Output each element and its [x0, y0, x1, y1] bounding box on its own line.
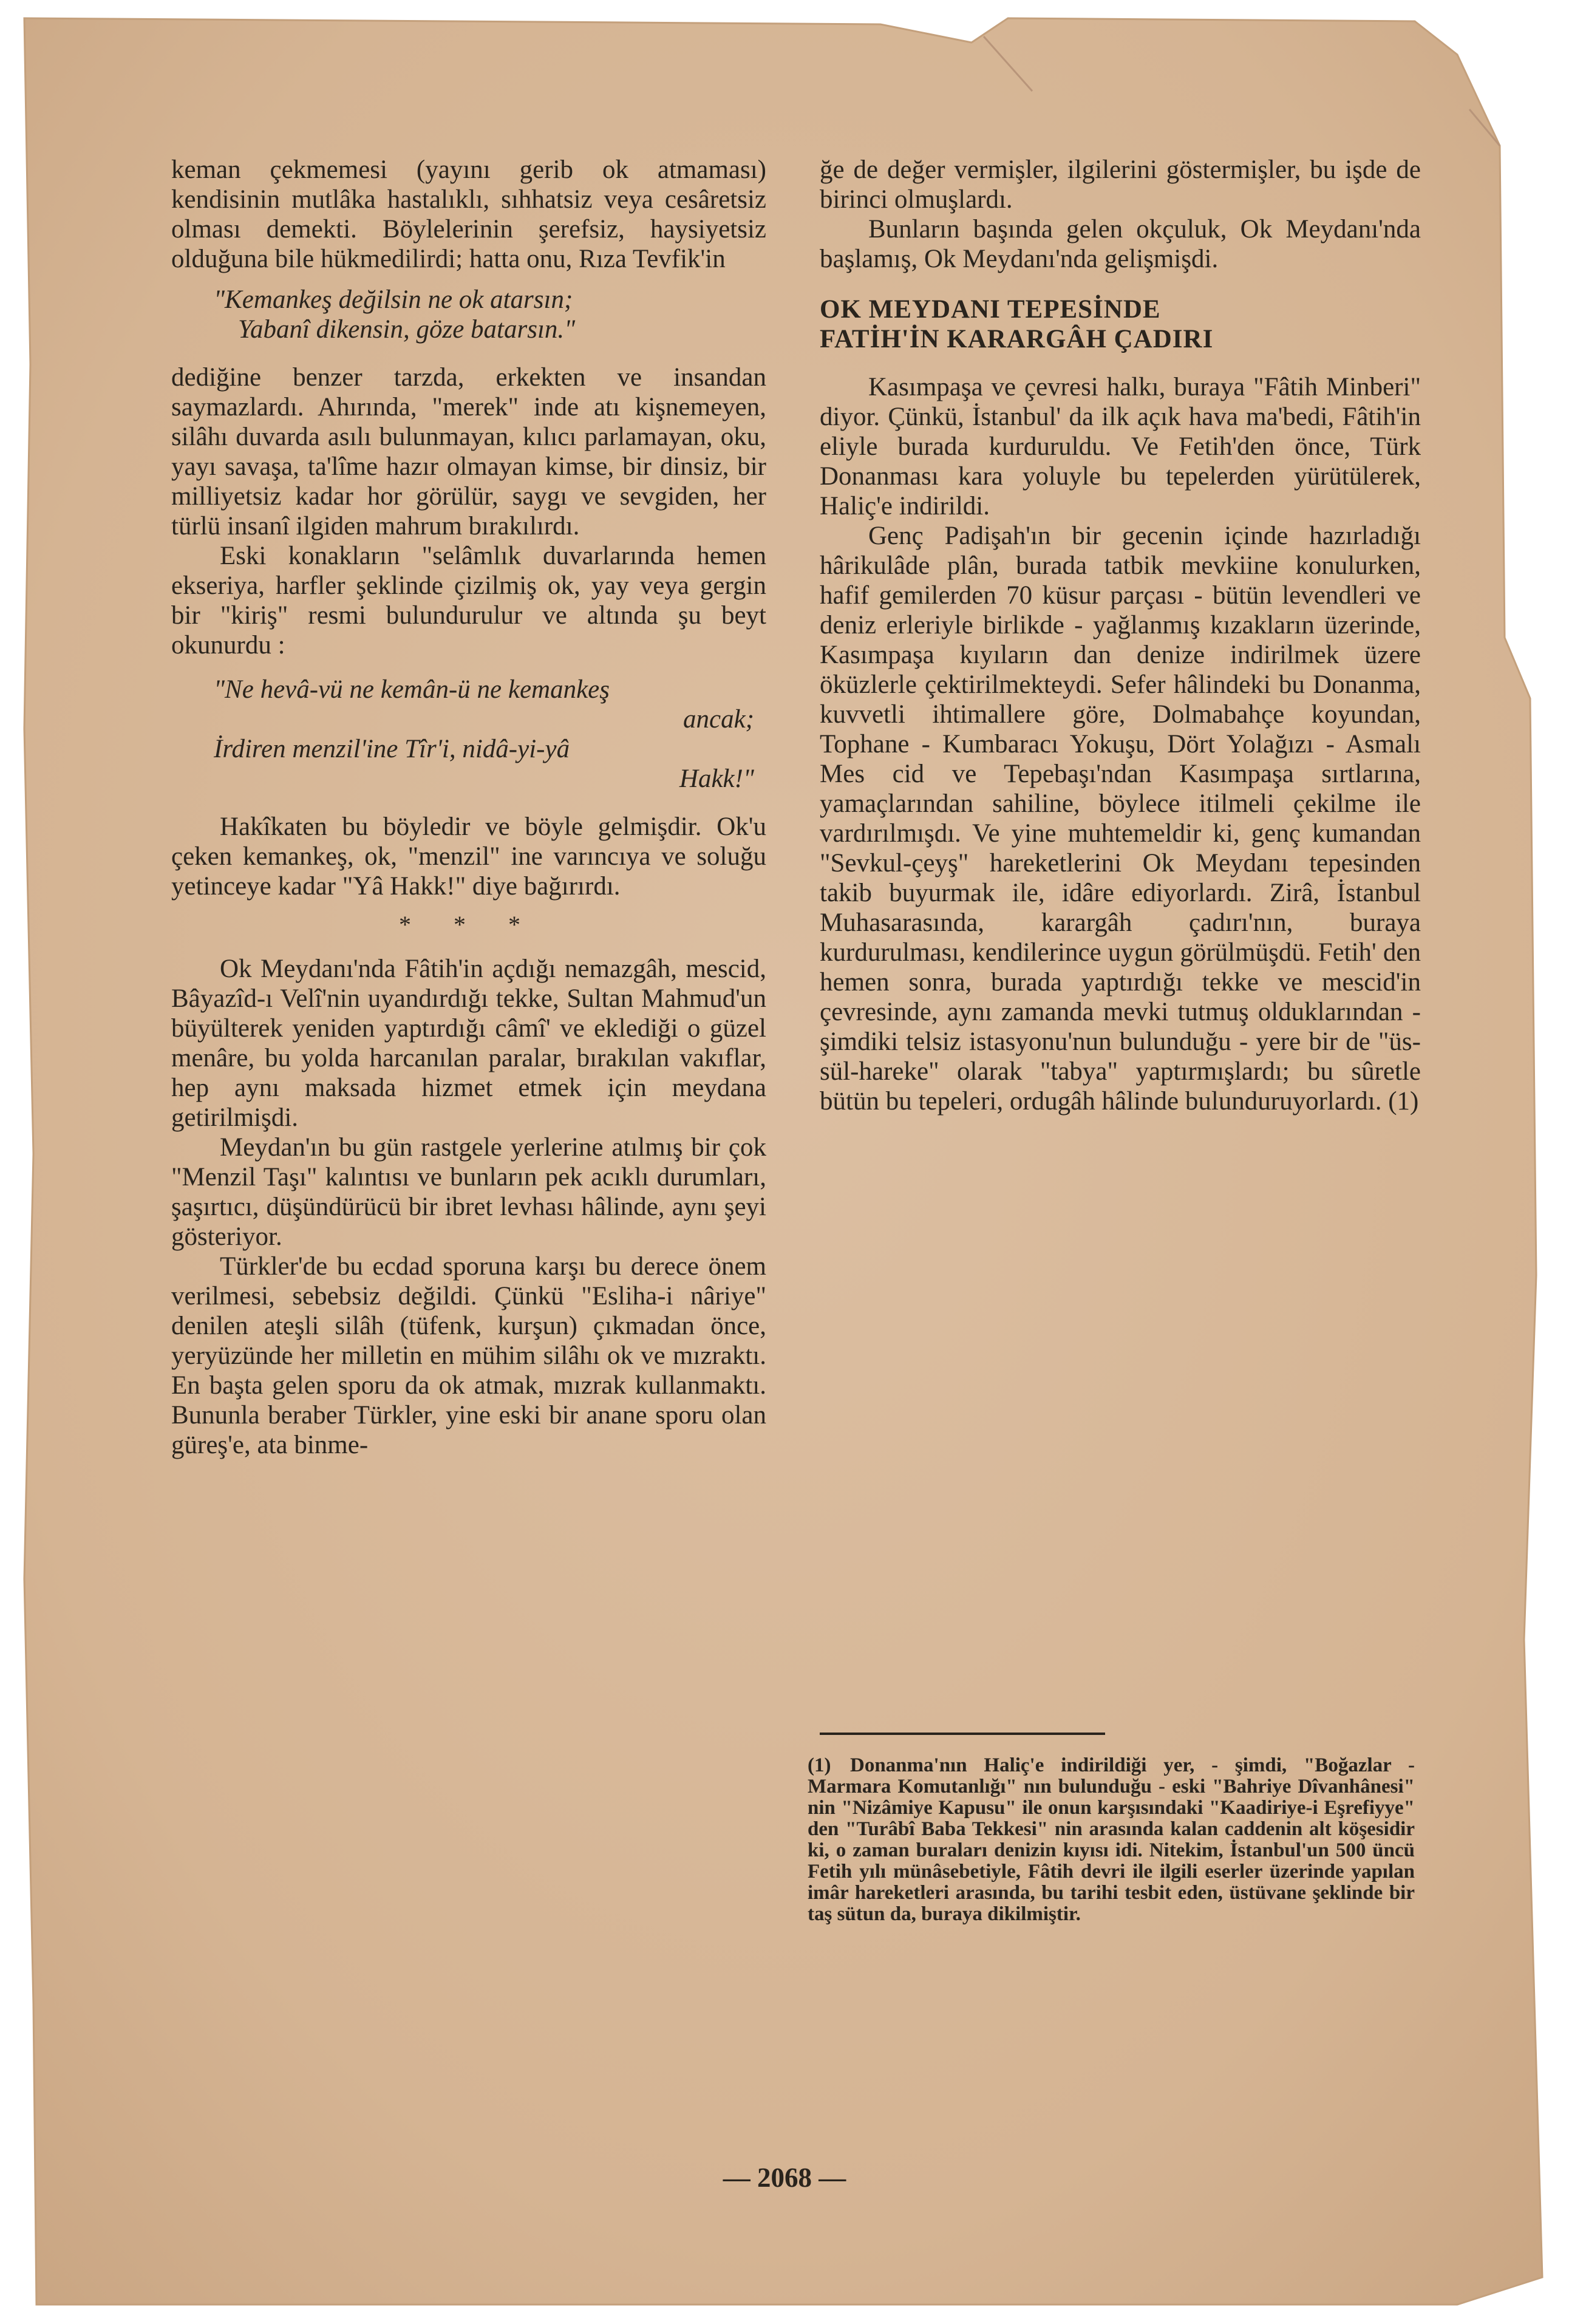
verse-line: Hakk!": [679, 765, 754, 793]
paragraph: keman çekmemesi (yayını gerib ok atmaması) kendisinin mutlâka hastalıklı, sıhhatsiz veya cesâretsiz olması demekti. Böylelerinin şerefsiz, haysiyetsiz olduğuna bile hükmedilirdi; hatta onu, Rıza Tevfik'in: [171, 155, 766, 273]
verse-rıza-tevfik: [214, 285, 766, 344]
paragraph: ğe de değer vermişler, ilgilerini göstermişler, bu işde de birinci olmuşlardı.: [820, 155, 1421, 214]
verse-line: ancak;: [683, 705, 754, 734]
heading-line: OK MEYDANI TEPESİNDE: [820, 295, 1161, 324]
verse-line: "Kemankeş değilsin ne ok atarsın;: [214, 285, 573, 314]
verse-line: İrdiren menzil'ine Tîr'i, nidâ-yi-yâ: [214, 735, 570, 763]
paragraph: dediğine benzer tarzda, erkekten ve insandan saymazlardı. Ahırında, "merek" inde atı kişnemeyen, silâhı duvarda asılı bulunmayan, kılıcı parlamayan, oku, yayı savaşa, ta'lîme hazır olmayan kimse, bir dinsiz, bir milliyetsiz kadar hor görülür, saygı ve sevgiden, her türlü insanî ilgiden mahrum bırakılırdı.: [171, 363, 766, 540]
footnote-mark: (1): [808, 1754, 831, 1776]
page-number: — 2068 —: [723, 2162, 846, 2193]
footnote: [808, 1755, 1415, 1925]
paragraph: Ok Meydanı'nda Fâtih'in açdığı nemazgâh, mescid, Bâyazîd-ı Velî'nin uyandırdığı tekke, Sultan Mahmud'un büyülterek yeniden yaptırdığı câmî' ve eklediği o güzel menâre, bu yolda harcanılan paralar, bırakılan vakıflar, hep aynı maksada hizmet etmek için meydana getirilmişdi.: [171, 955, 766, 1132]
section-separator: * * *: [399, 911, 539, 938]
paragraph: Türkler'de bu ecdad sporuna karşı bu derece önem verilmesi, sebebsiz değildi. Çünkü "Esliha-i nâriye" denilen ateşli silâh (tüfenk, kurşun) çıkmadan önce, yeryüzünde her milletin en mühim silâhı ok ve mızraktı. En başta gelen sporu da ok atmak, mızrak kullanmaktı. Bununla beraber Türkler, yine eski bir anane sporu olan güreş'e, ata binme-: [171, 1252, 766, 1459]
heading-line: FATİH'İN KARARGÂH ÇADIRI: [820, 325, 1214, 353]
verse-line: Yabanî dikensin, göze batarsın.": [238, 315, 576, 344]
verse-line: "Ne hevâ-vü ne kemân-ü ne kemankeş: [214, 675, 610, 704]
paragraph: Hakîkaten bu böyledir ve böyle gelmişdir. Ok'u çeken kemankeş, ok, "menzil" ine varıncıya ve soluğu yetinceye kadar "Yâ Hakk!" diye bağırırdı.: [171, 813, 766, 901]
paragraph: Kasımpaşa ve çevresi halkı, buraya "Fâtih Minberi" diyor. Çünkü, İstanbul' da ilk açık hava ma'bedi, Fâtih'in eliyle burada kurduruldu. Ve Fetih'den önce, Türk Donanması kara yoluyle bu tepelerden yürütülerek, Haliç'e indirildi.: [820, 373, 1421, 520]
paragraph: Genç Padişah'ın bir gecenin içinde hazırladığı hârikulâde plân, burada tatbik mevkiine konulurken, hafif gemilerden 70 küsur parçası - bütün levendleri ve deniz erleriyle birlikde - yağlanmış kızakların üzerinde, Kasımpaşa kıyıların dan denize indirilmek üzere öküzlerle çektirilmekteydi. Sefer hâlindeki bu Donanma, kuvvetli ihtimallere göre, Dolmabahçe koyundan, Tophane - Kumbaracı Yokuşu, Dört Yolağızı - Asmalı Mes cid ve Tepebaşı'ndan Kasımpaşa sırtlarına, yamaçlarından sahiline, böylece itilmeli çekilme ile vardırılmışdı. Ve yine muhtemeldir ki, genç kumandan "Sevkul-çeyş" hareketlerini Ok Meydanı tepesinden takib buyurmak ile, idâre ediyorlardı. Zirâ, İstanbul Muhasarasında, karargâh çadırı'nın, buraya kurdurulması, kendilerince uygun görülmüşdü. Fetih' den hemen sonra, burada yaptırdığı tekke ve mescid'in çevresinde, aynı zamanda mevki tutmuş olduklarından - şimdiki telsiz istasyonu'nun bulunduğu - yere bir de "üs-sül-hareke" olarak "tabya" yaptırmışlardı; bu sûretle bütün bu tepeleri, ordugâh hâlinde bulunduruyorlardı. (1): [820, 522, 1421, 1116]
footnote-rule: [820, 1733, 1105, 1735]
paragraph: Eski konakların "selâmlık duvarlarında hemen ekseriya, harfler şeklinde çizilmiş ok, yay veya gergin bir "kiriş" resmi bulundurulur ve altında şu beyt okunurdu :: [171, 542, 766, 659]
footnote-text: Donanma'nın Haliç'e indirildiği yer, - şimdi, "Boğazlar - Marmara Komutanlığı" nın bulunduğu - eski "Bahriye Dîvanhânesi" nin "Nizâmiye Kapusu" ile onun karşısındaki "Kaadiriye-i Eşrefiyye" den "Turâbî Baba Tekkesi" nin arasında kalan caddenin alt köşesidir ki, o zaman buraları denizin kıyısı idi. Nitekim, İstanbul'un 500 üncü Fetih yılı münâsebetiyle, Fâtih devri ile ilgili eserler üzerinde yapılan imâr hareketleri arasında, bu tarihi tesbit eden, üstüvane şeklinde bir taş sütun da, buraya dikilmiştir.: [808, 1754, 1415, 1925]
right-column: [820, 155, 1421, 1116]
paragraph: Meydan'ın bu gün rastgele yerlerine atılmış bir çok "Menzil Taşı" kalıntısı ve bunların pek acıklı durumları, şaşırtıcı, düşündürücü bir ibret levhası hâlinde, aynı şeyi gösteriyor.: [171, 1133, 766, 1251]
paragraph: Bunların başında gelen okçuluk, Ok Meydanı'nda başlamış, Ok Meydanı'nda gelişmişdi.: [820, 215, 1421, 273]
section-heading: [820, 295, 1421, 354]
verse-beyt: [214, 675, 766, 794]
left-column: [171, 155, 766, 1460]
